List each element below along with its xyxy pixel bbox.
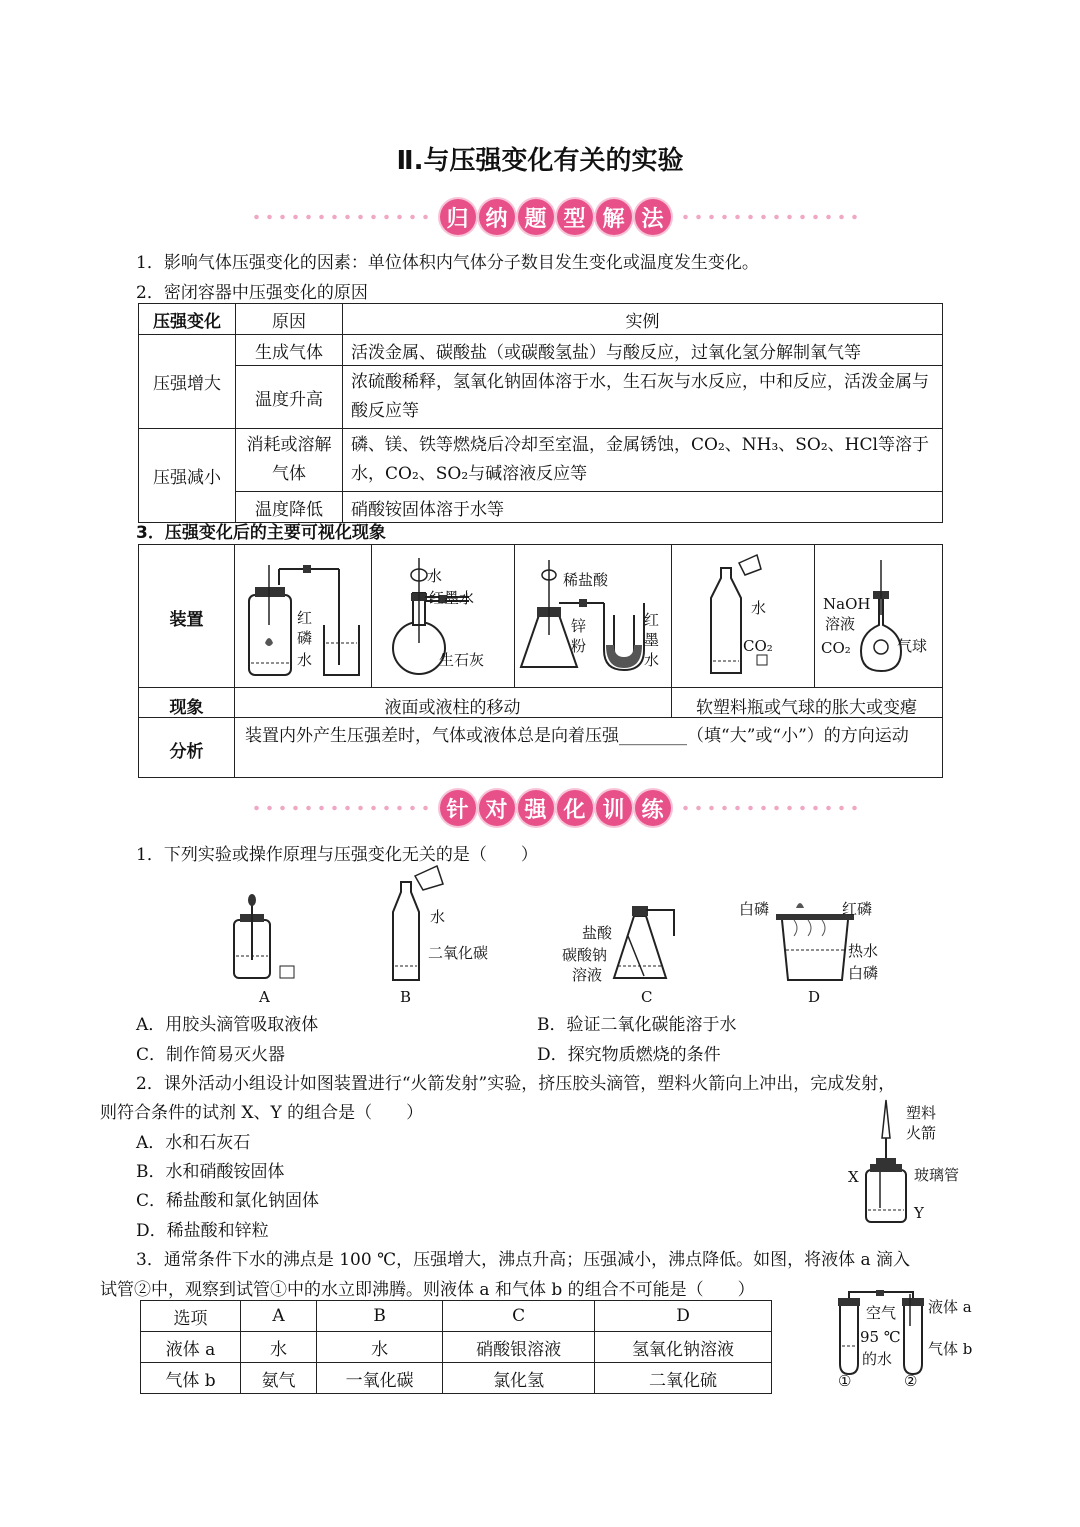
fig-label: 火箭 <box>906 1124 937 1142</box>
table-cell: 水 <box>241 1332 317 1363</box>
q2-stem-2: 则符合条件的试剂 X、Y 的组合是（ ） <box>100 1103 424 1123</box>
banner-char: 解 <box>596 199 632 235</box>
fig-label: 白磷 <box>848 964 879 982</box>
q1-fig-label-a: A <box>259 988 270 1006</box>
fig-label: 水 <box>297 651 313 669</box>
table-cell: D <box>595 1301 772 1332</box>
fig-label: 气球 <box>897 637 928 655</box>
banner-char: 练 <box>635 790 671 826</box>
intro-point-1: 1．影响气体压强变化的因素：单位体积内气体分子数目发生变化或温度发生变化。 <box>136 253 759 273</box>
fig-label: 碳酸钠 <box>562 946 608 964</box>
table-cell: 生成气体 <box>236 335 343 366</box>
fig-label: CO₂ <box>821 639 851 657</box>
banner-char: 强 <box>518 790 554 826</box>
banner-char: 题 <box>518 199 554 235</box>
table-header: 原因 <box>236 304 343 335</box>
fig-label: CO₂ <box>743 637 773 655</box>
table-cell: 选项 <box>141 1301 241 1332</box>
table-cell: 硝酸铵固体溶于水等 <box>343 492 943 523</box>
table-header: 压强变化 <box>139 304 236 335</box>
table-cell: 水 <box>316 1332 442 1363</box>
fig-label: 水 <box>430 908 446 926</box>
q1-fig-label-c: C <box>641 988 653 1006</box>
banner-char: 针 <box>440 790 476 826</box>
fig-label: ① <box>838 1372 852 1390</box>
banner-char: 纳 <box>479 199 515 235</box>
table-cell: 一氧化碳 <box>316 1363 442 1394</box>
q3-stem-1: 3．通常条件下水的沸点是 100 ℃，压强增大，沸点升高；压强减小，沸点降低。如图，将液体 a 滴入 <box>136 1250 911 1270</box>
q1-figure-a <box>220 890 310 985</box>
table-cell: B <box>316 1301 442 1332</box>
fig-label: 二氧化碳 <box>428 944 489 962</box>
fig-label: 墨 <box>644 631 660 649</box>
fig-label: 磷 <box>297 629 313 647</box>
apparatus-plastic-bottle-figure <box>699 553 809 683</box>
q3-stem-2: 试管②中，观察到试管①中的水立即沸腾。则液体 a 和气体 b 的组合不可能是（ ） <box>100 1280 755 1300</box>
section-banner-methods <box>250 195 860 239</box>
fig-label: 水 <box>427 567 443 585</box>
row-label-device: 装置 <box>169 610 204 630</box>
banner-dots-right <box>679 805 861 811</box>
fig-label: 水 <box>644 651 660 669</box>
q2-option-b: B．水和硝酸铵固体 <box>136 1162 285 1182</box>
table-cell: 二氧化硫 <box>595 1363 772 1394</box>
q1-fig-label-b: B <box>400 988 412 1006</box>
q1-stem: 1．下列实验或操作原理与压强变化无关的是（ ） <box>136 845 538 865</box>
q1-option-c: C．制作简易灭火器 <box>136 1045 286 1065</box>
fig-label: Y <box>914 1204 924 1222</box>
fig-label: 生石灰 <box>439 651 485 669</box>
table-cell: 氨气 <box>241 1363 317 1394</box>
page-title: Ⅱ.与压强变化有关的实验 <box>396 146 684 176</box>
phenomenon-bottle: 软塑料瓶或气球的胀大或变瘪 <box>696 698 917 718</box>
q1-option-d: D．探究物质燃烧的条件 <box>537 1045 721 1065</box>
table-cell-increase: 压强增大 <box>139 335 236 429</box>
banner-char: 归 <box>440 199 476 235</box>
fig-label: 粉 <box>571 637 587 655</box>
analysis-text: 装置内外产生压强差时，气体或液体总是向着压强________（填“大”或“小”）的方向运动 <box>245 726 909 746</box>
fig-label: ② <box>904 1372 918 1390</box>
banner-dots-left <box>250 805 432 811</box>
phenomenon-table <box>138 544 943 778</box>
table-cell: 消耗或溶解气体 <box>236 429 343 492</box>
fig-label: 溶液 <box>825 615 856 633</box>
phenomenon-liquid: 液面或液柱的移动 <box>384 698 521 718</box>
q1-option-a: A．用胶头滴管吸取液体 <box>136 1015 319 1035</box>
fig-label: 液体 a <box>928 1298 972 1316</box>
fig-label: 玻璃管 <box>914 1166 960 1184</box>
section-banner-training <box>250 786 860 830</box>
section-3-heading: 3．压强变化后的主要可视化现象 <box>136 523 386 543</box>
fig-label: 塑料 <box>906 1104 937 1122</box>
q1-figure-c <box>600 896 700 986</box>
table-cell: C <box>443 1301 595 1332</box>
fig-label: 白磷 <box>739 900 770 918</box>
fig-label: 95 ℃ <box>860 1328 901 1346</box>
fig-label: 溶液 <box>572 966 603 984</box>
q3-options-table <box>140 1300 772 1394</box>
fig-label: 热水 <box>848 942 879 960</box>
table-cell-decrease: 压强减小 <box>139 429 236 523</box>
fig-label: 气体 b <box>928 1340 973 1358</box>
table-cell: A <box>241 1301 317 1332</box>
banner-dots-left <box>250 214 432 220</box>
fig-label: 红 <box>644 611 660 629</box>
banner-char: 对 <box>479 790 515 826</box>
fig-label: 水 <box>751 599 767 617</box>
q2-option-c: C．稀盐酸和氯化钠固体 <box>136 1191 320 1211</box>
banner-char: 法 <box>635 199 671 235</box>
table-cell: 浓硫酸稀释，氢氧化钠固体溶于水，生石灰与水反应，中和反应，活泼金属与酸反应等 <box>343 366 943 429</box>
q2-option-d: D．稀盐酸和锌粒 <box>136 1221 269 1241</box>
pressure-cause-table <box>138 303 943 523</box>
banner-char: 型 <box>557 199 593 235</box>
banner-dots-right <box>679 214 861 220</box>
table-header: 实例 <box>343 304 943 335</box>
fig-label: 空气 <box>866 1304 897 1322</box>
fig-label: 锌 <box>571 617 587 635</box>
fig-label: 红 <box>297 609 313 627</box>
fig-label: 红磷 <box>842 900 873 918</box>
table-cell: 活泼金属、碳酸盐（或碳酸氢盐）与酸反应，过氧化氢分解制氧气等 <box>343 335 943 366</box>
q2-option-a: A．水和石灰石 <box>136 1133 251 1153</box>
banner-char: 化 <box>557 790 593 826</box>
q2-stem-1: 2．课外活动小组设计如图装置进行“火箭发射”实验，挤压胶头滴管，塑料火箭向上冲出，完成发射， <box>136 1074 896 1094</box>
fig-label: NaOH <box>823 595 871 613</box>
table-cell: 温度降低 <box>236 492 343 523</box>
fig-label: 红墨水 <box>429 589 475 607</box>
table-cell: 硝酸银溶液 <box>443 1332 595 1363</box>
table-cell: 液体 a <box>141 1332 241 1363</box>
banner-char: 训 <box>596 790 632 826</box>
row-label-analysis: 分析 <box>169 742 204 762</box>
table-cell: 氯化氢 <box>443 1363 595 1394</box>
table-cell: 温度升高 <box>236 366 343 429</box>
fig-label: 稀盐酸 <box>563 571 609 589</box>
table-cell: 气体 b <box>141 1363 241 1394</box>
q1-fig-label-d: D <box>808 988 821 1006</box>
fig-label: 盐酸 <box>582 924 613 942</box>
row-label-phenomenon: 现象 <box>169 698 204 718</box>
fig-label: X <box>848 1168 859 1186</box>
fig-label: 的水 <box>862 1350 893 1368</box>
table-cell: 氢氧化钠溶液 <box>595 1332 772 1363</box>
q1-option-b: B．验证二氧化碳能溶于水 <box>537 1015 737 1035</box>
table-cell: 磷、镁、铁等燃烧后冷却至室温，金属锈蚀，CO₂、NH₃、SO₂、HCl等溶于水，CO₂、SO₂与碱溶液反应等 <box>343 429 943 492</box>
intro-point-2: 2．密闭容器中压强变化的原因 <box>136 283 368 303</box>
